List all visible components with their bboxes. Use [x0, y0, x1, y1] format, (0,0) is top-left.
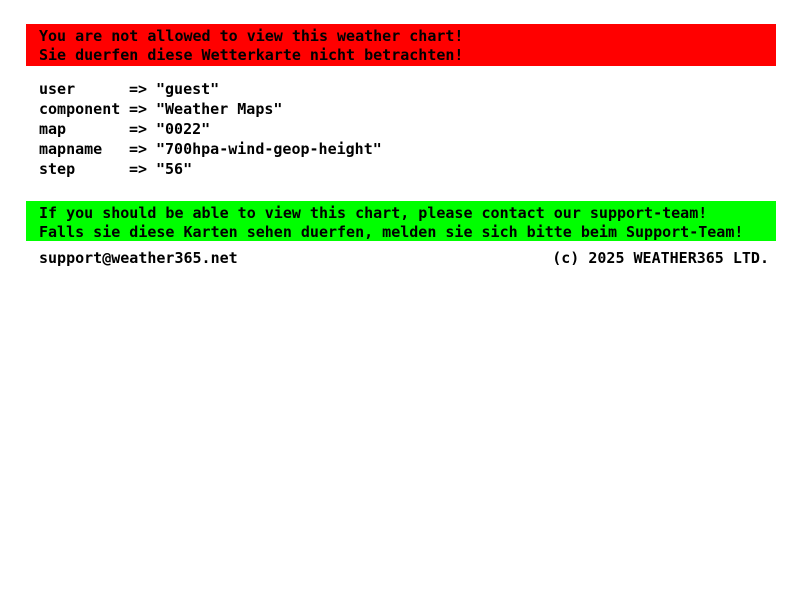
copyright-notice: (c) 2025 WEATHER365 LTD.: [552, 249, 769, 267]
support-info-banner: [26, 201, 776, 241]
access-denied-message-de: Sie duerfen diese Wetterkarte nicht betrachten!: [39, 46, 464, 64]
detail-value: "56": [156, 160, 193, 178]
detail-row-step: [39, 159, 382, 179]
arrow-symbol: =>: [129, 100, 148, 118]
detail-value: "guest": [156, 80, 220, 98]
detail-key: step: [39, 160, 76, 178]
detail-key: map: [39, 120, 67, 138]
support-message-de: Falls sie diese Karten sehen duerfen, melden sie sich bitte beim Support-Team!: [39, 223, 744, 241]
arrow-symbol: =>: [129, 80, 148, 98]
footer: [39, 250, 769, 266]
arrow-symbol: =>: [129, 160, 148, 178]
detail-row-component: [39, 99, 382, 119]
detail-row-mapname: [39, 139, 382, 159]
detail-value: "Weather Maps": [156, 100, 283, 118]
access-denied-banner: [26, 24, 776, 66]
request-details: [39, 79, 382, 179]
detail-row-user: [39, 79, 382, 99]
arrow-symbol: =>: [129, 120, 148, 138]
detail-value: "700hpa-wind-geop-height": [156, 140, 382, 158]
detail-key: component: [39, 100, 121, 118]
detail-key: user: [39, 80, 76, 98]
support-email: support@weather365.net: [39, 249, 238, 267]
detail-key: mapname: [39, 140, 103, 158]
support-message-en: If you should be able to view this chart, please contact our support-team!: [39, 204, 708, 222]
detail-row-map: [39, 119, 382, 139]
arrow-symbol: =>: [129, 140, 148, 158]
detail-value: "0022": [156, 120, 211, 138]
access-denied-message-en: You are not allowed to view this weather chart!: [39, 27, 464, 45]
